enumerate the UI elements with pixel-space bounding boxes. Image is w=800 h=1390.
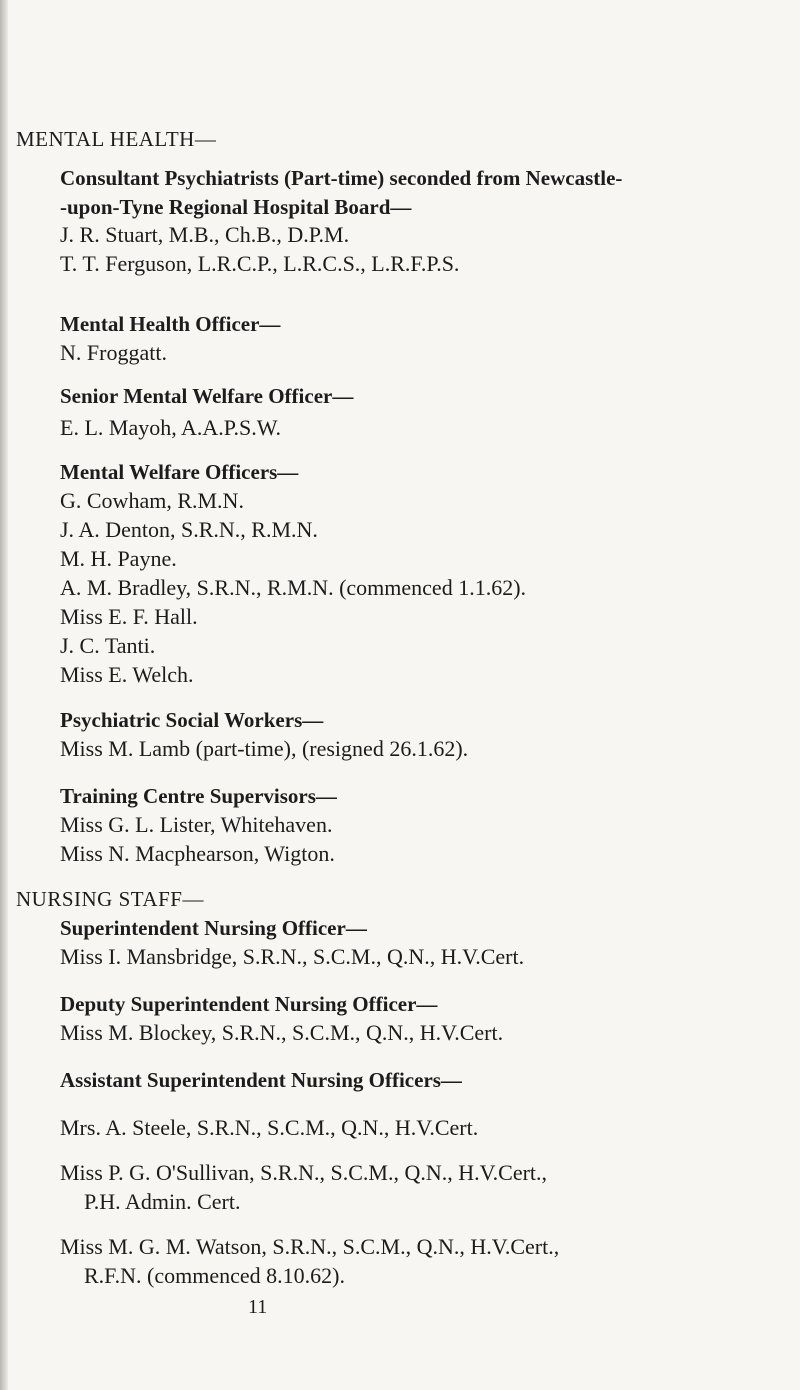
staff-entry: M. H. Payne. (60, 546, 177, 571)
section-title-nursing-staff: NURSING STAFF— (16, 887, 204, 911)
heading-senior-mental-welfare-officer: Senior Mental Welfare Officer— (60, 384, 354, 408)
staff-entry: J. R. Stuart, M.B., Ch.B., D.P.M. (60, 222, 350, 247)
heading-mental-health-officer: Mental Health Officer— (60, 312, 281, 336)
staff-entry: J. C. Tanti. (60, 633, 156, 658)
staff-entry: Miss E. F. Hall. (60, 604, 198, 629)
staff-entry: A. M. Bradley, S.R.N., R.M.N. (commenced 1.1.62). (60, 575, 527, 600)
staff-entry: T. T. Ferguson, L.R.C.P., L.R.C.S., L.R.F.P.S. (60, 251, 460, 276)
heading-assistant-superintendent-nursing-officers: Assistant Superintendent Nursing Officers— (60, 1068, 462, 1092)
staff-entry-continuation: P.H. Admin. Cert. (84, 1189, 241, 1214)
heading-consultant-psychiatrists-cont: -upon-Tyne Regional Hospital Board— (60, 195, 412, 219)
staff-entry-continuation: R.F.N. (commenced 8.10.62). (84, 1263, 345, 1288)
staff-entry: Miss M. G. M. Watson, S.R.N., S.C.M., Q.N., H.V.Cert., (60, 1234, 560, 1259)
staff-entry: Miss I. Mansbridge, S.R.N., S.C.M., Q.N., H.V.Cert. (60, 944, 525, 969)
staff-entry: Miss M. Lamb (part-time), (resigned 26.1.62). (60, 736, 469, 761)
staff-entry: Miss N. Macphearson, Wigton. (60, 841, 335, 866)
heading-training-centre-supervisors: Training Centre Supervisors— (60, 784, 337, 808)
staff-entry: N. Froggatt. (60, 340, 167, 365)
staff-entry: Mrs. A. Steele, S.R.N., S.C.M., Q.N., H.V.Cert. (60, 1115, 479, 1140)
heading-deputy-superintendent-nursing-officer: Deputy Superintendent Nursing Officer— (60, 992, 438, 1016)
staff-entry: J. A. Denton, S.R.N., R.M.N. (60, 517, 318, 542)
heading-consultant-psychiatrists: Consultant Psychiatrists (Part-time) seconded from Newcastle- (60, 166, 623, 190)
staff-entry: Miss E. Welch. (60, 662, 194, 687)
staff-entry: Miss M. Blockey, S.R.N., S.C.M., Q.N., H.V.Cert. (60, 1020, 504, 1045)
heading-superintendent-nursing-officer: Superintendent Nursing Officer— (60, 916, 367, 940)
staff-entry: Miss G. L. Lister, Whitehaven. (60, 812, 333, 837)
heading-psychiatric-social-workers: Psychiatric Social Workers— (60, 708, 324, 732)
section-title-mental-health: MENTAL HEALTH— (16, 127, 217, 151)
staff-entry: G. Cowham, R.M.N. (60, 488, 244, 513)
page-number: 11 (248, 1296, 268, 1318)
heading-mental-welfare-officers: Mental Welfare Officers— (60, 460, 299, 484)
staff-entry: Miss P. G. O'Sullivan, S.R.N., S.C.M., Q.N., H.V.Cert., (60, 1160, 548, 1185)
staff-entry: E. L. Mayoh, A.A.P.S.W. (60, 415, 282, 440)
